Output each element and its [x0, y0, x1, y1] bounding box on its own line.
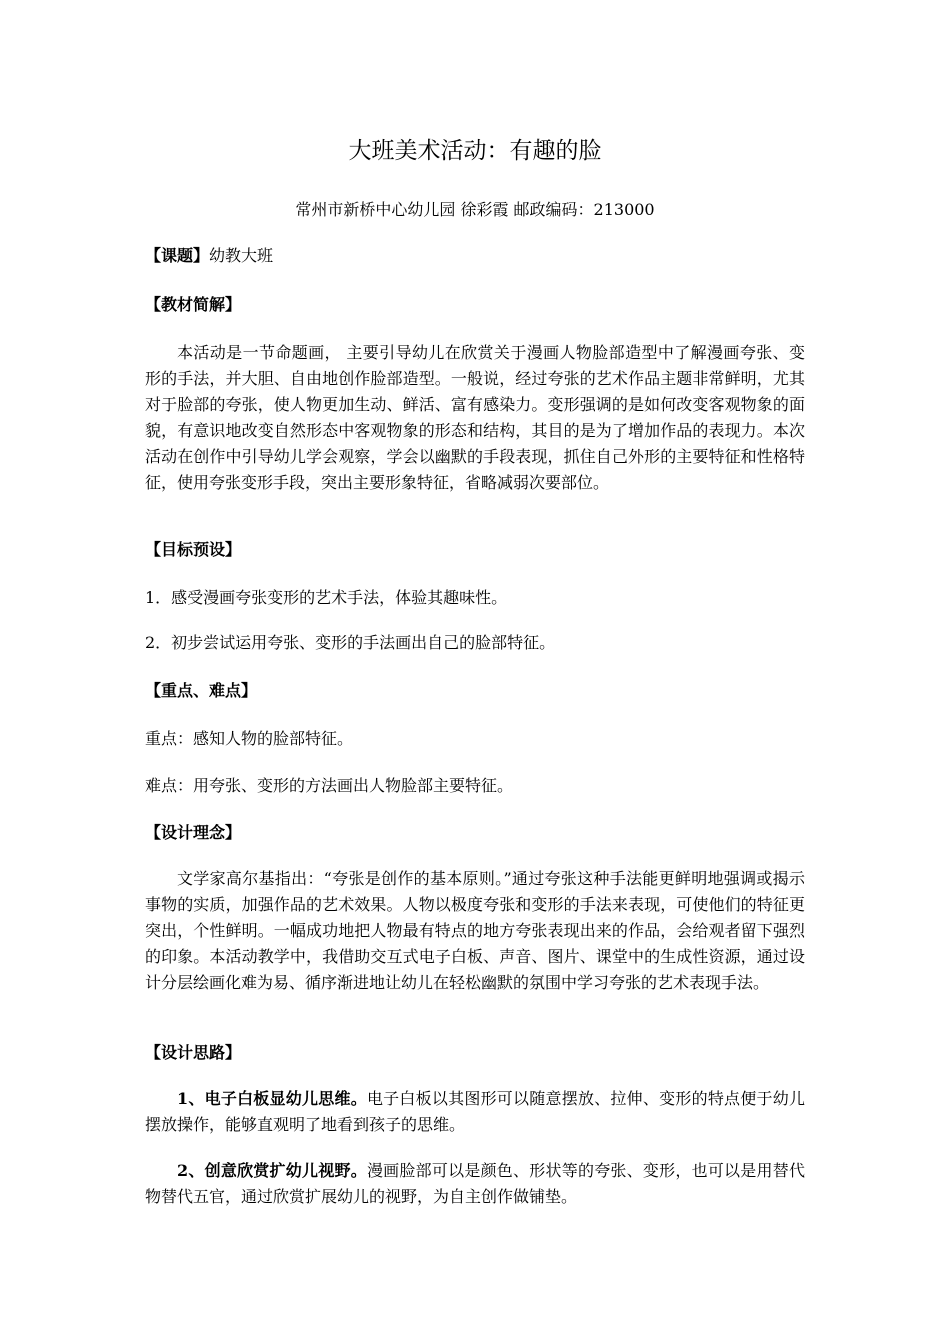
- page-title: 大班美术活动：有趣的脸: [348, 138, 602, 164]
- design-idea-item-1: [145, 1086, 805, 1138]
- topic-value: 幼教大班: [209, 246, 274, 265]
- goal-item-1: 1．感受漫画夸张变形的艺术手法，体验其趣味性。: [145, 588, 508, 607]
- document-page: [145, 0, 805, 1344]
- design-idea-1-text: 电子白板以其图形可以随意摆放、拉伸、变形的特点便于幼儿摆放操作，能够直观明了地看到孩子的思维。: [145, 1089, 805, 1134]
- topic-heading: 【课题】: [145, 246, 210, 265]
- textbook-paragraph: 本活动是一节命题画， 主要引导幼儿在欣赏关于漫画人物脸部造型中了解漫画夸张、变形的手法，并大胆、自由地创作脸部造型。一般说，经过夸张的艺术作品主题非常鲜明，尤其对于脸部的夸张，使人物更加生动、鲜活、富有感染力。变形强调的是如何改变客观物象的面貌，有意识地改变自然形态中客观物象的形态和结构，其目的是为了增加作品的表现力。本次活动在创作中引导幼儿学会观察，学会以幽默的手段表现，抓住自己外形的主要特征和性格特征，使用夸张变形手段，突出主要形象特征，省略减弱次要部位。: [145, 343, 805, 492]
- design-idea-2-text: 漫画脸部可以是颜色、形状等的夸张、变形，也可以是用替代物替代五官，通过欣赏扩展幼儿的视野，为自主创作做铺垫。: [145, 1161, 805, 1206]
- textbook-heading: 【教材简解】: [145, 295, 242, 314]
- design-concept-heading: 【设计理念】: [145, 823, 242, 842]
- design-idea-2-lead: 2、创意欣赏扩幼儿视野。: [177, 1161, 367, 1180]
- author-byline: 常州市新桥中心幼儿园 徐彩霞 邮政编码：213000: [295, 200, 655, 219]
- topic-line: [145, 243, 805, 269]
- design-idea-1-lead: 1、电子白板显幼儿思维。: [177, 1089, 367, 1108]
- design-idea-item-2: [145, 1158, 805, 1210]
- difficulty-line: 难点：用夸张、变形的方法画出人物脸部主要特征。: [145, 776, 514, 795]
- focus-line: 重点：感知人物的脸部特征。: [145, 729, 354, 748]
- key-points-heading: 【重点、难点】: [145, 681, 258, 700]
- goal-item-2: 2．初步尝试运用夸张、变形的手法画出自己的脸部特征。: [145, 633, 556, 652]
- design-concept-paragraph: 文学家高尔基指出：“夸张是创作的基本原则。”通过夸张这种手法能更鲜明地强调或揭示事物的实质，加强作品的艺术效果。人物以极度夸张和变形的手法来表现，可使他们的特征更突出，个性鲜明。一幅成功地把人物最有特点的地方夸张表现出来的作品，会给观者留下强烈的印象。本活动教学中，我借助交互式电子白板、声音、图片、课堂中的生成性资源，通过设计分层绘画化难为易、循序渐进地让幼儿在轻松幽默的氛围中学习夸张的艺术表现手法。: [145, 869, 805, 992]
- design-ideas-heading: 【设计思路】: [145, 1043, 242, 1062]
- goals-heading: 【目标预设】: [145, 540, 242, 559]
